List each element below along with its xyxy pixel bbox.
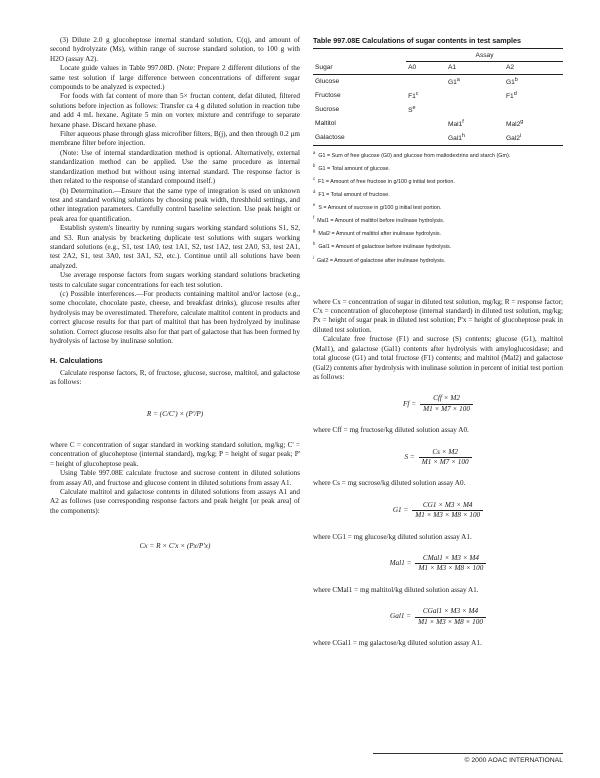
paragraph: (3) Dilute 2.0 g glucoheptose internal standard solution, C(q), and amount of second hydrolyzate (Ms), within range of sucrose standard solution, to 100 g with H2O (assay A2). xyxy=(50,36,300,63)
paragraph: where CGal1 = mg galactose/kg diluted solution assay A1. xyxy=(313,639,482,647)
equation-galactose xyxy=(313,607,563,627)
table-title: Table 997.08E Calculations of sugar contents in test samples xyxy=(313,36,521,45)
numerator: Cs × M2 xyxy=(419,448,472,458)
paragraph: Calculate response factors, R, of fructose, glucose, sucrose, maltitol, and galactose as follows: xyxy=(50,368,300,387)
left-column xyxy=(50,36,300,552)
paragraph: where CMal1 = mg maltitol/kg diluted solution assay A1. xyxy=(313,585,479,594)
paragraph: Locate guide values in Table 997.08D. (Note: Prepare 2 different dilutions of the same test solution if large difference between concentrations of different sugar compounds to be analyzed is expected.) xyxy=(50,64,300,92)
footnote: $^d$ F1 = Total amount of fructose. xyxy=(313,189,390,198)
footnote: $^g$ Mal2 = Amount of maltitol after inulinase hydrolysis. xyxy=(313,228,442,238)
paragraph: For foods with fat content of more than 5× fructan content, defat diluted, filtered solutions before injection as follows: Transfer ca 4 g diluted solution in reaction tube and add 4 mL hexane. Agitate 5 min on vortex mixture and centrifuge to separate hexane phase. Discard hexane phase. xyxy=(50,92,300,129)
numerator: Cff × M2 xyxy=(420,394,473,404)
col-header-sugar: Sugar xyxy=(315,64,333,72)
right-column xyxy=(313,36,563,648)
paragraph: Calculate maltitol and galactose contents in diluted solutions from assays A1 and A2 as follows (use corresponding response factors and peak height [or peak area] of the components): xyxy=(50,488,300,515)
footnote: $^i$ Gal2 = Amount of galactose after inulinase hydrolysis. xyxy=(313,254,446,264)
cell xyxy=(446,89,504,103)
paragraph: Using Table 997.08E calculate fructose and sucrose content in diluted solutions from assay A0, and fructose and glucose content in diluted solutions from assay A1. xyxy=(50,469,300,487)
paragraph: where C = concentration of sugar standard in working standard solution, mg/kg; C' = concentration of glucoheptose (internal standard), mg/kg; P = height of sugar peak; P' = height of glucoheptose peak. xyxy=(50,441,300,468)
cell xyxy=(406,117,446,131)
denominator: M1 × M3 × M8 × 100 xyxy=(415,511,481,520)
paragraph: where Cs = mg sucrose/kg diluted solution assay A0. xyxy=(313,479,466,488)
footnote: $^a$ G1 = Sum of free glucose (G0) and glucose from maltodextrins and starch (Gm). xyxy=(313,149,511,159)
cell xyxy=(406,74,446,88)
footnote: $^f$ Mal1 = Amount of maltitol before inulinase hydrolysis. xyxy=(313,215,445,225)
equation-lhs: S = xyxy=(404,452,415,461)
equation-glucose xyxy=(313,501,563,521)
table-footnotes xyxy=(313,148,563,266)
footnote: $^e$ S = Amount of sucrose in g/100 g initial test portion. xyxy=(313,202,442,211)
col-header-a1: A1 xyxy=(447,64,457,72)
cell: $S^e$ xyxy=(408,105,416,115)
cell xyxy=(406,131,446,145)
denominator: M1 × M3 × M8 × 100 xyxy=(418,617,483,626)
cell: Mal1$^f$ xyxy=(447,119,464,129)
cell: F1$^c$ xyxy=(408,91,419,101)
copyright-footer: © 2000 AOAC INTERNATIONAL xyxy=(373,753,563,764)
cell: Fructose xyxy=(315,92,341,100)
table-row xyxy=(313,117,563,131)
equation-sucrose xyxy=(313,448,563,468)
equation-lhs: Gal1 = xyxy=(390,612,412,621)
col-header-a0: A0 xyxy=(408,64,417,72)
cell: Gal1$^h$ xyxy=(447,133,465,143)
paragraph: where Cx = concentration of sugar in diluted test solution, mg/kg; R = response factor; C'x = concentration of glucoheptose (internal standard) in diluted test solution, mg/kg; Px = height of sugar peak in diluted test solution; P'x = height of glucoheptose peak in diluted test solution. xyxy=(313,297,563,334)
denominator: M1 × M7 × 100 xyxy=(421,457,469,466)
paragraph: Establish system's linearity by running sugars working standard solutions S1, S2, and S3. Run analysis by bracketing duplicate test solutions with sugars working standard solutions (e.g., S1, test 1A0, test 1A1, S2, test 1A2, test 2A0, S3, test 2A1, test 2A2, S1, test 3A0, test 3A1, S2, etc.). Continue until all solutions have been analyzed. xyxy=(50,224,300,270)
denominator: M1 × M7 × 100 xyxy=(423,404,470,413)
section-heading: H. Calculations xyxy=(50,356,103,366)
cell: Sucrose xyxy=(315,106,340,114)
paragraph: Calculate free fructose (F1) and sucrose (S) contents; glucose (G1), maltitol (Mal1), and galactose (Gal1) contents after hydrolysis with amyloglucosidase; and total glucose (G1) and total fructose (F1) contents; and maltitol (Mal2) and galactose (Gal2) contents after hydrolysis with inulinase solution in percent of initial test portion as follows: xyxy=(313,335,563,381)
table-row xyxy=(313,103,563,117)
denominator: M1 × M3 × M8 × 100 xyxy=(418,564,484,573)
table-row xyxy=(313,89,563,103)
cell: Mal2$^g$ xyxy=(505,119,524,129)
paragraph: where CG1 = mg glucose/kg diluted solution assay A1. xyxy=(313,532,472,541)
paragraph: where Cff = mg fructose/kg diluted solution assay A0. xyxy=(313,426,469,435)
equation-response-factor: R = (C/C') × (P'/P) xyxy=(146,409,204,418)
numerator: CG1 × M3 × M4 xyxy=(412,501,483,511)
table-row xyxy=(313,131,563,145)
footnote: $^b$ G1 = Total amount of glucose. xyxy=(313,162,391,172)
equation-fructose xyxy=(313,394,563,414)
numerator: CGal1 × M3 × M4 xyxy=(415,607,486,617)
paragraph: Filter aqueous phase through glass microfiber filters, B(j), and then through 0.2 μm membrane filter before injection. xyxy=(50,130,300,148)
cell: Glucose xyxy=(315,78,340,86)
equation-lhs: G1 = xyxy=(392,505,409,514)
paragraph: Use average response factors from sugars working standard solutions bracketing tests to calculate sugar concentrations for each test solution. xyxy=(50,271,300,289)
equation-maltitol xyxy=(313,554,563,574)
cell: Gal2$^i$ xyxy=(505,133,522,143)
cell: G1$^b$ xyxy=(505,77,518,87)
cell xyxy=(504,103,563,117)
col-header-a2: A2 xyxy=(505,64,515,72)
assay-header: Assay xyxy=(406,49,563,62)
footnote: $^c$ F1 = Amount of free fructose in g/100 g initial test portion. xyxy=(313,176,455,185)
equation-lhs: Mal1 = xyxy=(389,559,412,568)
cell: G1$^a$ xyxy=(447,77,460,87)
numerator: CMal1 × M3 × M4 xyxy=(415,554,486,564)
paragraph: (b) Determination.—Ensure that the same type of integration is used on unknown test and standard working solutions by choosing peak width, threshhold settings, and other integration parameters. Carefully control baseline selection. Use peak height or peak area for quantification. xyxy=(50,186,300,223)
cell: Galactose xyxy=(315,134,345,142)
cell: Maltitol xyxy=(315,120,336,128)
paragraph: (Note: Use of internal standardization method is optional. Alternatively, external standardization method can be applied. Use the same procedure as internal standardization method but without using internal standard. The response factor is then related to the response of standard compound itself.) xyxy=(50,148,300,186)
footnote: $^h$ Gal1 = Amount of galactose before inulinase hydrolysis. xyxy=(313,241,452,251)
table-row xyxy=(313,74,563,88)
cell xyxy=(446,103,504,117)
paragraph: (c) Possible interferences.—For products containing maltitol and/or lactose (e.g., some chocolate, chocolate paste, cheese, and breakfast drinks), glucose results after hydrolysis may be overestimated. Therefore, calculate maltitol content in products and correct glucose results for that part of maltitol that has been hydrolyzed by inulinase solution. Correct glucose results also for that part of galactose that has been formed by hydrolysis of lactose by inulinase solution. xyxy=(50,289,300,345)
cell: F1$^d$ xyxy=(505,91,517,101)
sugar-table xyxy=(313,48,563,145)
equation-concentration: Cx = R × C'x × (Px/P'x) xyxy=(139,542,211,551)
equation-lhs: Ff = xyxy=(403,399,417,408)
